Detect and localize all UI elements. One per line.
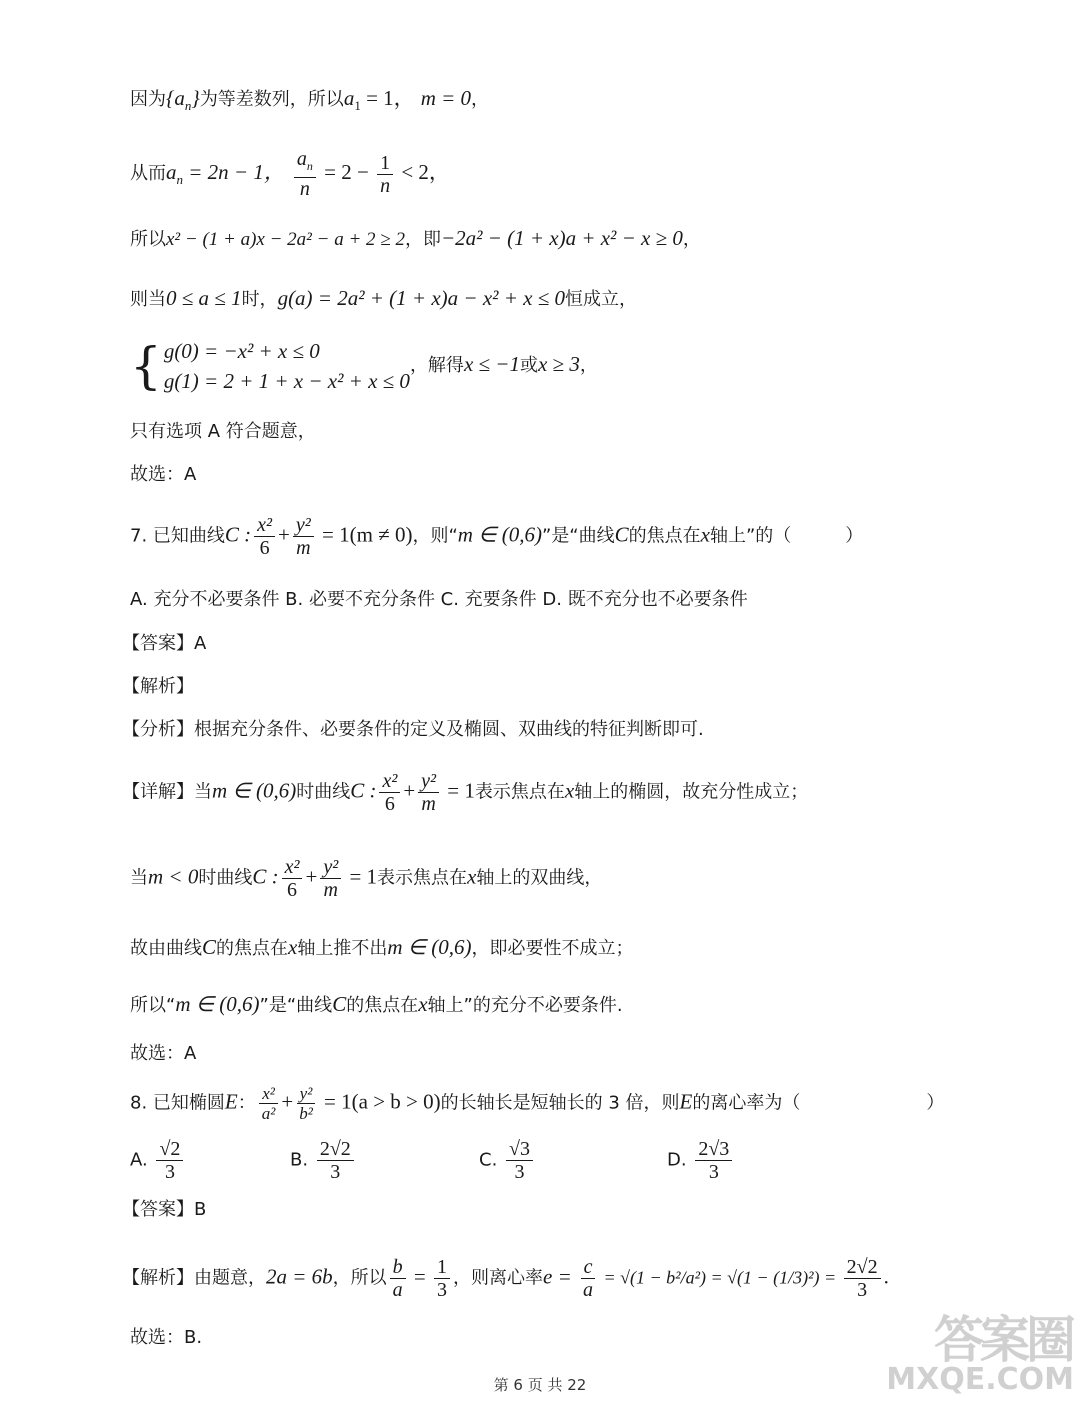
denominator: b² [299, 1104, 313, 1123]
text: ， [682, 229, 701, 250]
math: {a [166, 86, 185, 110]
math: = [408, 1264, 432, 1289]
option-label: D. [667, 1149, 687, 1171]
numerator: y² [293, 514, 314, 537]
math: a [166, 160, 177, 184]
denominator: m [323, 879, 338, 901]
text: 时， [241, 289, 278, 310]
fraction [580, 1256, 596, 1301]
line-only-option: 只有选项 A 符合题意， [130, 421, 316, 442]
math: x [288, 935, 298, 959]
text: 所以“ [130, 995, 176, 1016]
denominator: 3 [857, 1279, 868, 1301]
watermark-logo [886, 1290, 1080, 1405]
math: m ∈ (0,6) [212, 778, 297, 803]
numerator: y² [297, 1084, 316, 1104]
math: g(a) = 2a² + (1 + x)a − x² + x ≤ 0 [277, 286, 565, 310]
math: e = [543, 1264, 578, 1289]
math: = 2n − 1， [183, 160, 285, 184]
line-select: 故选：A [130, 464, 197, 485]
text: 为等差数列，所以 [199, 89, 344, 110]
math: + [278, 522, 290, 547]
q8-analysis [122, 1256, 889, 1301]
denominator: a [392, 1279, 403, 1301]
math: m ∈ (0,6) [387, 935, 472, 959]
text: 的焦点在 [216, 938, 289, 959]
math: C [202, 935, 217, 959]
math: + [281, 1089, 294, 1114]
math: x² − (1 + a)x − 2a² − a + 2 ≥ 2 [166, 229, 405, 250]
q8-option-d [667, 1138, 735, 1183]
line-arith-seq [130, 84, 489, 120]
system-row: g(0) = −x² + x ≤ 0 [163, 339, 320, 363]
numerator: √3 [506, 1138, 533, 1161]
fraction [254, 514, 275, 559]
text: 所以 [130, 229, 166, 250]
math: E [224, 1089, 238, 1114]
equation-system [130, 336, 410, 396]
math: x [418, 992, 428, 1016]
numerator: 2√2 [844, 1256, 881, 1279]
fraction [418, 770, 439, 815]
fraction [259, 1084, 279, 1123]
math: = 2 − [318, 160, 375, 184]
text: 轴上推不出 [297, 938, 388, 959]
q8-option-b [290, 1138, 357, 1183]
text: ，则离心率 [453, 1267, 544, 1289]
fraction [282, 856, 303, 901]
q7-detail-1 [122, 770, 808, 815]
denominator: a [583, 1279, 594, 1301]
text: 轴上的椭圆，故充分性成立； [574, 781, 809, 803]
denominator: n [299, 178, 310, 200]
line-system [130, 336, 598, 396]
numerator: c [581, 1256, 596, 1279]
fraction-an-over-n [294, 148, 316, 200]
fraction [844, 1256, 881, 1301]
denominator: 3 [437, 1279, 448, 1301]
numerator: y² [320, 856, 341, 879]
subscript: 1 [354, 97, 361, 113]
denominator: n [380, 174, 391, 197]
math: = 1， [360, 86, 415, 110]
fraction [379, 770, 400, 815]
numerator: x² [282, 856, 303, 879]
text: 故由曲线 [130, 938, 202, 959]
text: 【解析】由题意， [122, 1267, 266, 1289]
fraction [317, 1138, 354, 1183]
question-8 [130, 1084, 944, 1123]
text: 轴上”的充分不必要条件. [427, 995, 623, 1016]
line-g-of-a [130, 284, 637, 314]
text: ”是“曲线 [541, 525, 615, 547]
math: x ≥ 3 [537, 352, 580, 376]
text: ，则“ [412, 525, 458, 547]
fraction [434, 1256, 450, 1301]
math: = 1 [442, 778, 475, 803]
watermark-url: MXQE.COM [886, 1362, 1074, 1397]
text: ， [471, 89, 490, 110]
text: 时曲线 [198, 867, 253, 889]
text: 则当 [130, 289, 166, 310]
text: 表示焦点在 [377, 867, 468, 889]
text: ， [579, 355, 598, 376]
math: = √(1 − b²/a²) = √(1 − (1/3)²) = [599, 1267, 841, 1288]
math: a [343, 86, 355, 110]
math: < 2， [396, 160, 450, 184]
text: 恒成立， [564, 289, 637, 310]
math: x [467, 864, 477, 889]
math: −2a² − (1 + x)a + x² − x ≥ 0 [440, 226, 683, 250]
denominator: 3 [708, 1161, 719, 1183]
q8-answer: 【答案】B [122, 1199, 207, 1220]
text: 的离心率为（ ） [692, 1092, 945, 1114]
q7-select: 故选：A [130, 1043, 197, 1064]
math: m < 0 [148, 864, 199, 889]
math: = 1(m ≠ 0) [316, 522, 413, 547]
option-label: B. [290, 1149, 309, 1171]
denominator: 6 [384, 793, 395, 815]
text: 【详解】当 [122, 781, 212, 803]
numerator: b [390, 1256, 406, 1279]
math: = 1(a > b > 0) [318, 1089, 441, 1114]
line-an-formula [130, 148, 450, 200]
q7-analysis: 【分析】根据充分条件、必要条件的定义及椭圆、双曲线的特征判断即可. [122, 719, 704, 740]
fraction [390, 1256, 406, 1301]
q7-detail-4 [130, 990, 623, 1020]
fraction [695, 1138, 732, 1183]
text: 7. 已知曲线 [130, 525, 225, 547]
q7-options: A. 充分不必要条件 B. 必要不充分条件 C. 充要条件 D. 既不充分也不必要条件 [130, 589, 748, 610]
denominator: 3 [164, 1161, 175, 1183]
math: x [564, 778, 575, 803]
numerator: 2√2 [317, 1138, 354, 1161]
numerator: x² [259, 1084, 278, 1104]
denominator: m [296, 537, 311, 559]
text: 或 [519, 355, 538, 376]
math: C : [350, 778, 377, 803]
text: ： [237, 1092, 256, 1114]
text: 因为 [130, 89, 166, 110]
text: 的长轴长是短轴长的 3 倍，则 [440, 1092, 680, 1114]
numerator: 1 [434, 1256, 450, 1279]
text: 轴上”的（ ） [709, 525, 864, 547]
q7-detail-3 [130, 933, 634, 963]
text: ，解得 [409, 355, 464, 376]
text: 表示焦点在 [474, 781, 565, 803]
q7-answer: 【答案】A [122, 633, 207, 654]
math: C : [252, 864, 279, 889]
q7-analysis-heading: 【解析】 [122, 676, 194, 697]
math: + [403, 778, 416, 803]
denominator: a² [261, 1104, 276, 1123]
fraction [506, 1138, 533, 1183]
denominator: 3 [330, 1161, 341, 1183]
text: 的焦点在 [628, 525, 701, 547]
fraction [320, 856, 341, 901]
math: C [332, 992, 347, 1016]
math: C [614, 522, 629, 547]
numerator: √2 [156, 1138, 183, 1161]
math: E [679, 1089, 693, 1114]
math: . [883, 1264, 889, 1289]
q7-detail-2 [130, 856, 602, 901]
q8-select: 故选：B. [130, 1327, 203, 1348]
option-label: C. [479, 1149, 498, 1171]
text: 的焦点在 [346, 995, 419, 1016]
system-row: g(1) = 2 + 1 + x − x² + x ≤ 0 [163, 369, 410, 393]
math: m ∈ (0,6) [457, 522, 542, 547]
subscript: n [306, 159, 313, 173]
page-footer: 第 6 页 共 22 [493, 1376, 587, 1394]
text: 当 [130, 867, 148, 889]
fraction-1-over-n [377, 152, 393, 197]
text: ”是“曲线 [259, 995, 333, 1016]
math: m ∈ (0,6) [175, 992, 260, 1016]
numerator: y² [418, 770, 439, 793]
text: 时曲线 [296, 781, 351, 803]
denominator: 6 [287, 879, 298, 901]
text: 8. 已知椭圆 [130, 1092, 225, 1114]
numerator: 2√3 [695, 1138, 732, 1161]
subscript: n [176, 171, 183, 187]
numerator: a [296, 148, 307, 170]
denominator: 6 [259, 537, 270, 559]
math: + [305, 864, 318, 889]
text: 从而 [130, 163, 166, 184]
math: 2a = 6b [266, 1264, 333, 1289]
math: x [700, 522, 710, 547]
line-inequality [130, 224, 701, 254]
brace-icon: { [130, 337, 162, 395]
text: ，所以 [332, 1267, 387, 1289]
text: 轴上的双曲线， [476, 867, 603, 889]
math: C : [224, 522, 252, 547]
fraction [296, 1084, 316, 1123]
numerator: x² [254, 514, 275, 537]
text: ，即必要性不成立； [471, 938, 634, 959]
fraction [293, 514, 314, 559]
fraction [156, 1138, 183, 1183]
question-7 [130, 514, 863, 559]
q8-option-a [130, 1138, 186, 1183]
math: } [191, 86, 200, 110]
numerator: 1 [377, 152, 393, 175]
option-label: A. [130, 1149, 148, 1171]
math: m = 0 [420, 86, 472, 110]
q8-option-c [479, 1138, 536, 1183]
watermark-text: 答案圈 [934, 1311, 1072, 1369]
denominator: m [421, 793, 436, 815]
math: = 1 [344, 864, 378, 889]
text: ，即 [404, 229, 441, 250]
numerator: x² [379, 770, 400, 793]
denominator: 3 [514, 1161, 525, 1183]
math: x ≤ −1 [463, 352, 520, 376]
subscript: n [184, 97, 192, 113]
math: 0 ≤ a ≤ 1 [166, 286, 242, 310]
